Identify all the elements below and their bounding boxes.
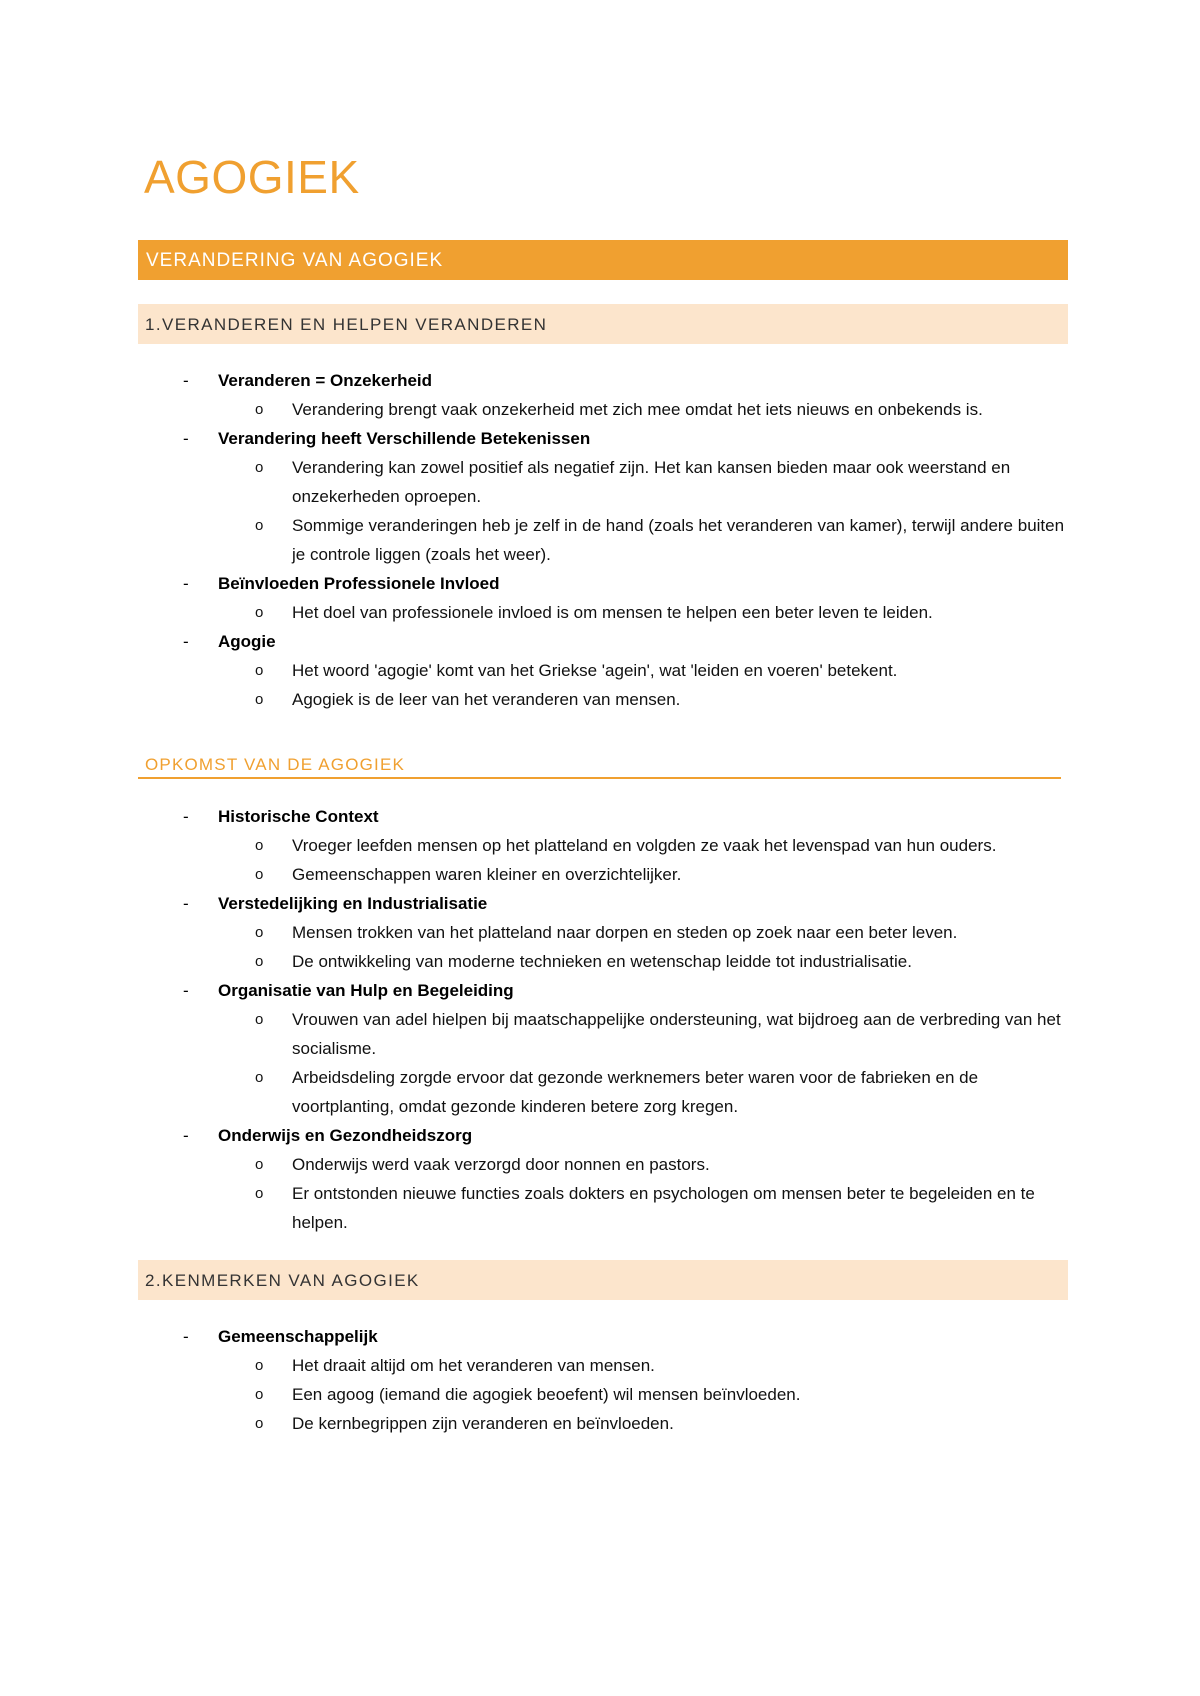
dash-marker: - xyxy=(183,807,189,826)
list-item-label: Gemeenschappelijk xyxy=(218,1327,378,1346)
list-item-label: Beïnvloeden Professionele Invloed xyxy=(218,574,500,593)
sub-item xyxy=(0,685,1200,714)
section-3-heading: 2.KENMERKEN VAN AGOGIEK xyxy=(145,1271,420,1290)
list-item xyxy=(0,802,1200,831)
sub-item-text: Het doel van professionele invloed is om mensen te helpen een beter leven te leiden. xyxy=(292,603,933,622)
section-2-list xyxy=(0,802,1200,1237)
sub-item-text: Gemeenschappen waren kleiner en overzichtelijker. xyxy=(292,865,682,884)
sub-item-text: Vrouwen van adel hielpen bij maatschappelijke ondersteuning, wat bijdroeg aan de verbreding van het socialisme. xyxy=(292,1010,1061,1058)
sub-item-text: Een agoog (iemand die agogiek beoefent) wil mensen beïnvloeden. xyxy=(292,1385,801,1404)
main-heading: VERANDERING VAN AGOGIEK xyxy=(146,250,444,271)
circle-bullet-icon: o xyxy=(255,1386,264,1403)
sub-item xyxy=(0,453,1200,511)
circle-bullet-icon: o xyxy=(255,1415,264,1432)
circle-bullet-icon: o xyxy=(255,691,264,708)
circle-bullet-icon: o xyxy=(255,1069,264,1086)
circle-bullet-icon: o xyxy=(255,517,264,534)
sub-item xyxy=(0,1179,1200,1237)
sub-item xyxy=(0,1380,1200,1409)
list-item-label: Historische Context xyxy=(218,807,379,826)
list-item-label: Verandering heeft Verschillende Betekenissen xyxy=(218,429,591,448)
dash-marker: - xyxy=(183,894,189,913)
sub-item xyxy=(0,1351,1200,1380)
circle-bullet-icon: o xyxy=(255,1011,264,1028)
sub-item-text: De ontwikkeling van moderne technieken en wetenschap leidde tot industrialisatie. xyxy=(292,952,912,971)
circle-bullet-icon: o xyxy=(255,459,264,476)
section-2-heading: OPKOMST VAN DE AGOGIEK xyxy=(145,755,406,774)
dash-marker: - xyxy=(183,981,189,1000)
sub-item xyxy=(0,831,1200,860)
sub-item xyxy=(0,1005,1200,1063)
sub-item-text: Sommige veranderingen heb je zelf in de hand (zoals het veranderen van kamer), terwijl andere buiten je controle liggen (zoals het weer). xyxy=(292,516,1065,564)
sub-item xyxy=(0,860,1200,889)
circle-bullet-icon: o xyxy=(255,604,264,621)
list-item xyxy=(0,627,1200,656)
circle-bullet-icon: o xyxy=(255,1357,264,1374)
dash-marker: - xyxy=(183,1126,189,1145)
list-item xyxy=(0,569,1200,598)
document-title: AGOGIEK xyxy=(144,151,360,203)
sub-item-text: Mensen trokken van het platteland naar dorpen en steden op zoek naar een beter leven. xyxy=(292,923,958,942)
circle-bullet-icon: o xyxy=(255,866,264,883)
sub-item xyxy=(0,656,1200,685)
circle-bullet-icon: o xyxy=(255,924,264,941)
list-item xyxy=(0,424,1200,453)
list-item xyxy=(0,1121,1200,1150)
list-item-label: Organisatie van Hulp en Begeleiding xyxy=(218,981,514,1000)
sub-item xyxy=(0,1150,1200,1179)
sub-item-text: Onderwijs werd vaak verzorgd door nonnen en pastors. xyxy=(292,1155,710,1174)
sub-item xyxy=(0,395,1200,424)
section-1-list xyxy=(0,366,1200,714)
section-2-heading-bar xyxy=(138,744,1061,779)
list-item-label: Veranderen = Onzekerheid xyxy=(218,371,433,390)
circle-bullet-icon: o xyxy=(255,1185,264,1202)
list-item-label: Agogie xyxy=(218,632,276,651)
sub-item-text: Het woord 'agogie' komt van het Griekse 'agein', wat 'leiden en voeren' betekent. xyxy=(292,661,898,680)
list-item xyxy=(0,1322,1200,1351)
sub-item-text: Arbeidsdeling zorgde ervoor dat gezonde werknemers beter waren voor de fabrieken en de voortplanting, omdat gezonde kinderen betere zorg kregen. xyxy=(292,1068,979,1116)
sub-item-text: Het draait altijd om het veranderen van mensen. xyxy=(292,1356,655,1375)
sub-item xyxy=(0,1409,1200,1438)
sub-item-text: Verandering brengt vaak onzekerheid met zich mee omdat het iets nieuws en onbekends is. xyxy=(292,400,983,419)
list-item xyxy=(0,889,1200,918)
list-item-label: Verstedelijking en Industrialisatie xyxy=(218,894,488,913)
sub-item xyxy=(0,598,1200,627)
dash-marker: - xyxy=(183,632,189,651)
list-item xyxy=(0,976,1200,1005)
circle-bullet-icon: o xyxy=(255,837,264,854)
section-3-list xyxy=(0,1322,1200,1438)
sub-item xyxy=(0,947,1200,976)
sub-item xyxy=(0,918,1200,947)
circle-bullet-icon: o xyxy=(255,1156,264,1173)
dash-marker: - xyxy=(183,371,189,390)
sub-item-text: Er ontstonden nieuwe functies zoals dokters en psychologen om mensen beter te begeleiden en te helpen. xyxy=(292,1184,1035,1232)
section-3-heading-bar xyxy=(138,1260,1068,1300)
circle-bullet-icon: o xyxy=(255,662,264,679)
sub-item-text: De kernbegrippen zijn veranderen en beïnvloeden. xyxy=(292,1414,674,1433)
dash-marker: - xyxy=(183,429,189,448)
circle-bullet-icon: o xyxy=(255,401,264,418)
main-heading-bar xyxy=(138,240,1068,280)
section-1-heading: 1.VERANDEREN EN HELPEN VERANDEREN xyxy=(145,315,548,334)
sub-item-text: Vroeger leefden mensen op het platteland en volgden ze vaak het levenspad van hun ouders. xyxy=(292,836,997,855)
list-item xyxy=(0,366,1200,395)
sub-item xyxy=(0,1063,1200,1121)
list-item-label: Onderwijs en Gezondheidszorg xyxy=(218,1126,473,1145)
dash-marker: - xyxy=(183,1327,189,1346)
sub-item-text: Agogiek is de leer van het veranderen van mensen. xyxy=(292,690,681,709)
section-1-heading-bar xyxy=(138,304,1068,344)
dash-marker: - xyxy=(183,574,189,593)
sub-item-text: Verandering kan zowel positief als negatief zijn. Het kan kansen bieden maar ook weerstand en onzekerheden oproepen. xyxy=(292,458,1011,506)
circle-bullet-icon: o xyxy=(255,953,264,970)
sub-item xyxy=(0,511,1200,569)
